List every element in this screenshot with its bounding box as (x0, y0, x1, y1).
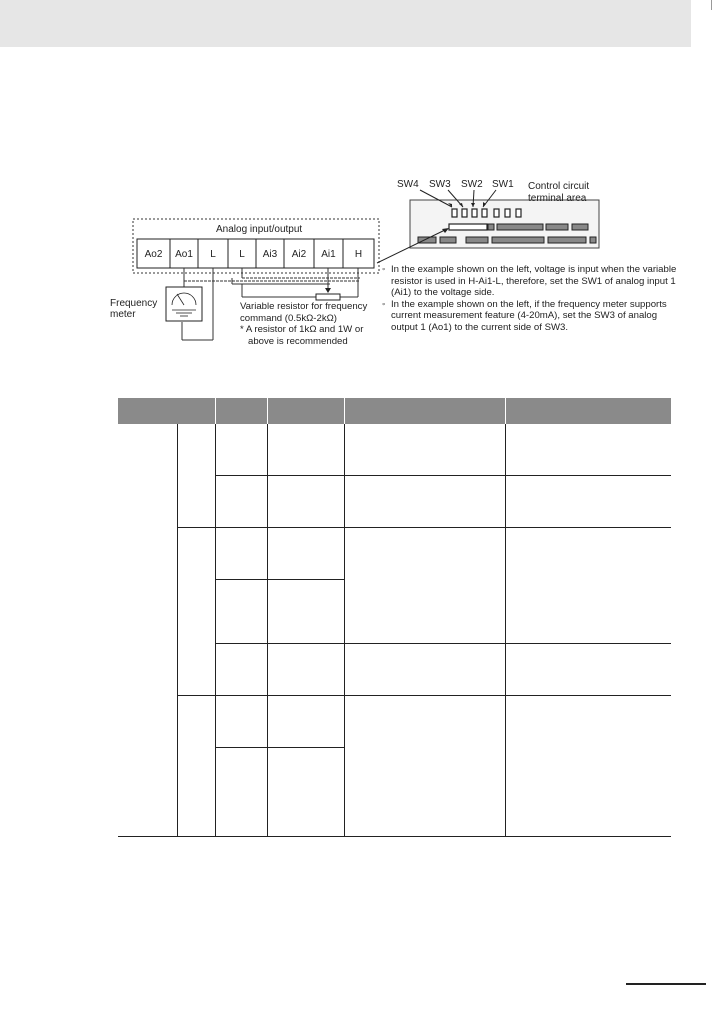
bullet-icon: ◦ (382, 298, 386, 310)
sw2-label: SW2 (461, 179, 483, 190)
terminal-ao2: Ao2 (144, 249, 163, 260)
table-cell (505, 424, 671, 476)
sw3-label: SW3 (429, 179, 451, 190)
table-cell (267, 424, 344, 476)
switch-sw1 (482, 209, 487, 217)
table-cell (505, 528, 671, 644)
table-cell (215, 424, 267, 476)
header-cell (505, 398, 671, 424)
terminal-l2: L (239, 249, 245, 260)
variable-resistor-line-2: command (0.5kΩ-2kΩ) (240, 312, 337, 324)
control-area-label-1: Control circuit (528, 181, 590, 192)
table-cell (505, 644, 671, 696)
note-text-1: In the example shown on the left, voltage is input when the variable resistor is used in H-Ai1-L, therefore, set the SW1 of analog input 1 (Ai1) to the voltage side. (391, 264, 677, 299)
note-item (382, 299, 682, 334)
meter-label-1: Frequency (110, 298, 158, 309)
table-cell (215, 748, 267, 837)
header-cell (118, 398, 215, 424)
table-cell (215, 580, 267, 644)
table-cell (118, 424, 177, 837)
switch-sw4 (452, 209, 457, 217)
table-cell (344, 644, 505, 696)
table-cell (177, 424, 215, 528)
table-cell (215, 528, 267, 580)
table-cell (267, 476, 344, 528)
table-cell (505, 696, 671, 837)
table-row (118, 696, 671, 748)
table-cell (267, 748, 344, 837)
table-cell (344, 476, 505, 528)
analog-terminal-strip (449, 224, 487, 230)
sw1-label: SW1 (492, 179, 514, 190)
table-cell (344, 528, 505, 644)
terminal-ai2: Ai2 (291, 249, 307, 260)
terminal-ai3: Ai3 (262, 249, 278, 260)
note-text-2: In the example shown on the left, if the frequency meter supports current measurement feature (4-20mA), set the SW3 of analog output 1 (Ao1) to the current side of SW3. (391, 298, 667, 333)
switch-sw3 (462, 209, 467, 217)
table-cell (505, 476, 671, 528)
table-cell (267, 580, 344, 644)
sw4-label: SW4 (397, 179, 419, 190)
frequency-meter-symbol (166, 287, 202, 321)
terminal-h: H (354, 249, 363, 260)
header-cell (344, 398, 505, 424)
table-row (118, 424, 671, 476)
terminal-l1: L (210, 249, 216, 260)
variable-resistor-line-1: Variable resistor for frequency (240, 301, 368, 312)
table-cell (177, 696, 215, 837)
terminal-block (137, 239, 374, 268)
control-area-label-2: terminal area (528, 193, 587, 204)
meter-label-2: meter (110, 309, 136, 320)
table-header-row (118, 398, 671, 424)
table-cell (215, 696, 267, 748)
terminal-ai1: Ai1 (321, 249, 336, 260)
table-cell (267, 644, 344, 696)
table-cell (215, 644, 267, 696)
variable-resistor-symbol (316, 294, 340, 300)
variable-resistor-label (240, 301, 380, 347)
header-cell (215, 398, 267, 424)
table-cell (267, 528, 344, 580)
table-row (118, 528, 671, 580)
spec-table (118, 398, 671, 837)
analog-io-title: Analog input/output (216, 224, 303, 235)
note-item (382, 264, 682, 299)
table-cell (267, 696, 344, 748)
variable-resistor-line-3: * A resistor of 1kΩ and 1W or (240, 324, 364, 336)
table-cell (344, 696, 505, 837)
terminal-ao1: Ao1 (175, 249, 193, 260)
variable-resistor-line-4: above is recommended (248, 335, 348, 347)
table-cell (344, 424, 505, 476)
switch-sw2 (472, 209, 477, 217)
figure-notes (382, 264, 682, 334)
bullet-icon: ◦ (382, 264, 386, 275)
table-cell (177, 528, 215, 696)
header-cell (267, 398, 344, 424)
table-cell (215, 476, 267, 528)
footer-rule (626, 983, 706, 985)
